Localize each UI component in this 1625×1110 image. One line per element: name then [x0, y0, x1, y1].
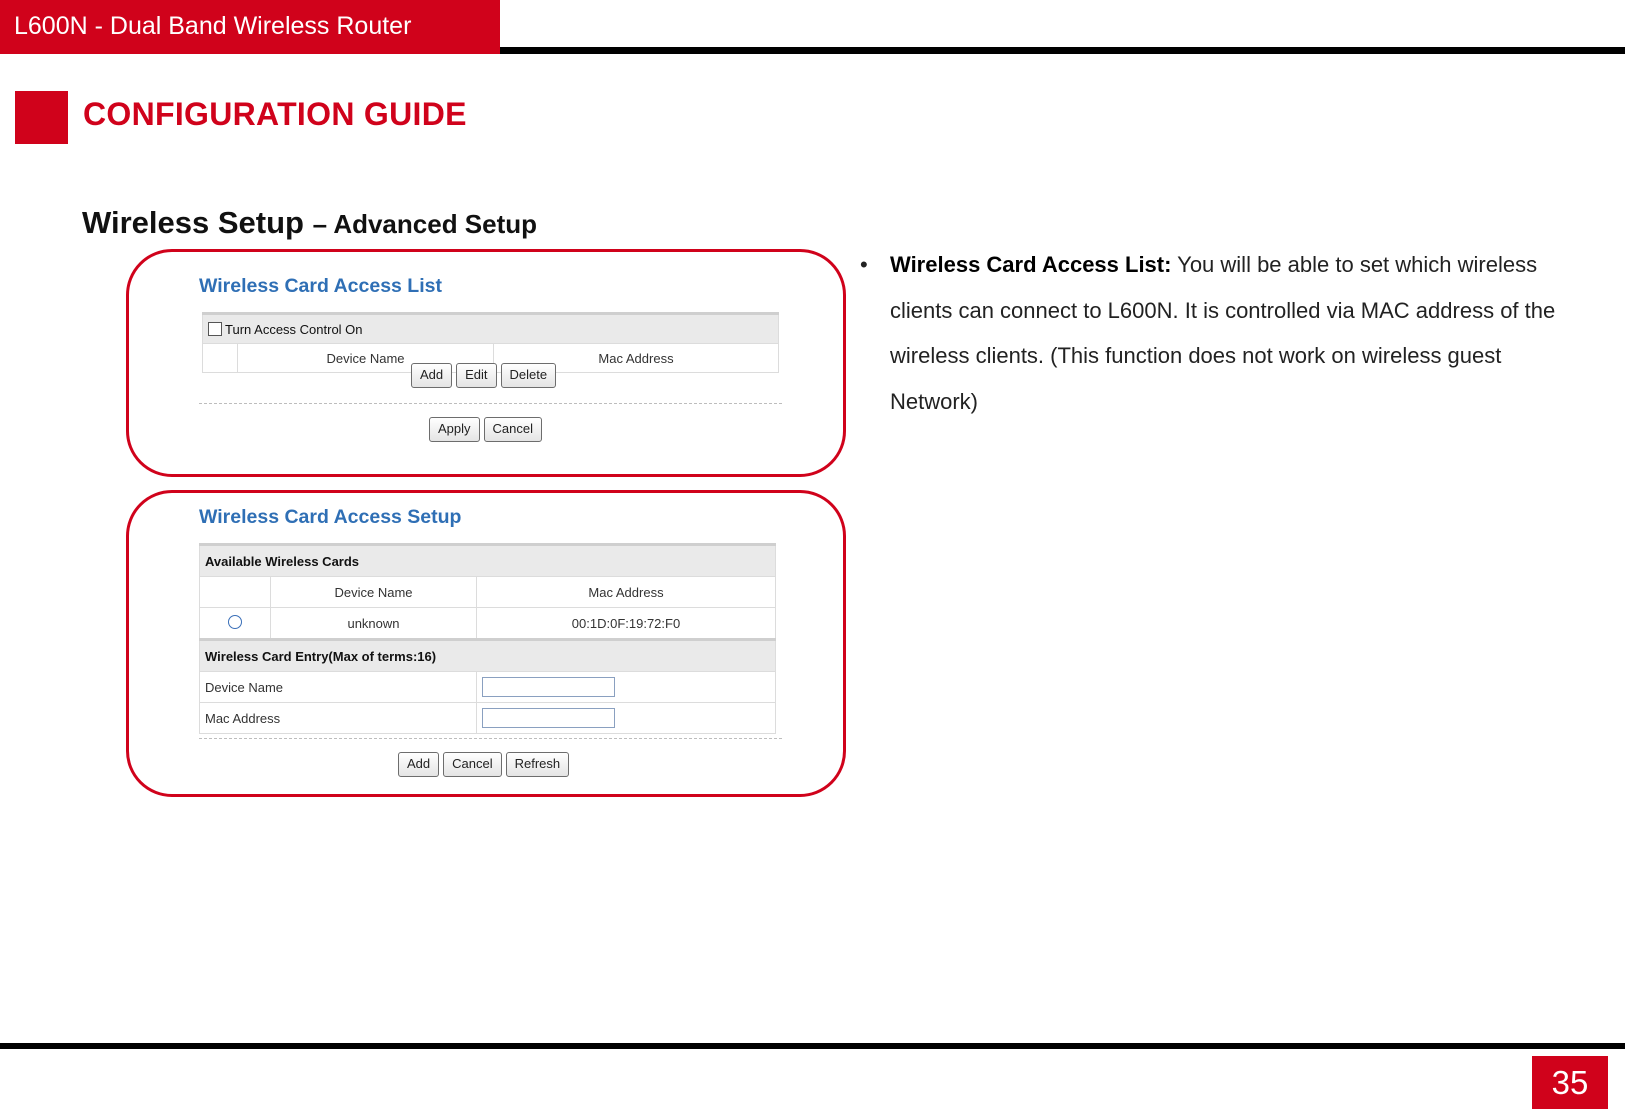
access-control-label: Turn Access Control On [225, 321, 363, 337]
section-title-main: Wireless Setup [82, 205, 304, 240]
cancel-button[interactable]: Cancel [443, 752, 501, 777]
access-setup-table [199, 543, 776, 734]
product-header: L600N - Dual Band Wireless Router [0, 0, 500, 54]
device-name-input[interactable] [482, 677, 615, 697]
add-button[interactable]: Add [398, 752, 439, 777]
edit-button[interactable]: Edit [456, 363, 496, 388]
access-setup-title: Wireless Card Access Setup [199, 506, 462, 528]
apply-button[interactable]: Apply [429, 417, 480, 442]
delete-button[interactable]: Delete [501, 363, 557, 388]
table-row [200, 703, 776, 734]
section-title [82, 205, 537, 241]
guide-title: CONFIGURATION GUIDE [83, 96, 467, 132]
table-header-row [200, 577, 776, 608]
page-number: 35 [1532, 1056, 1608, 1109]
access-control-checkbox[interactable] [208, 322, 222, 336]
footer-rule [0, 1043, 1625, 1049]
access-list-title: Wireless Card Access List [199, 275, 442, 297]
divider [199, 403, 782, 404]
description-text: You will be able to set which wireless clients can connect to L600N. It is controlled via MAC address of the wireless clients. (This function does not work on wireless guest Network) [890, 252, 1556, 414]
column-mac-address: Mac Address [494, 344, 779, 373]
column-mac-address: Mac Address [477, 577, 776, 608]
mac-address-label: Mac Address [200, 703, 477, 734]
refresh-button[interactable]: Refresh [506, 752, 570, 777]
device-name-cell: unknown [271, 608, 477, 640]
table-cell [200, 577, 271, 608]
setup-button-row [129, 752, 1112, 777]
cancel-button[interactable]: Cancel [484, 417, 542, 442]
guide-marker [15, 91, 68, 144]
mac-address-cell: 00:1D:0F:19:72:F0 [477, 608, 776, 640]
table-row [200, 608, 776, 640]
table-row [200, 545, 776, 577]
device-name-label: Device Name [200, 672, 477, 703]
add-button[interactable]: Add [411, 363, 452, 388]
mac-address-input-cell [477, 703, 776, 734]
bullet: • [860, 252, 868, 277]
description-body [890, 242, 1580, 424]
table-row [203, 314, 779, 344]
select-cell [200, 608, 271, 640]
column-device-name: Device Name [271, 577, 477, 608]
select-card-radio[interactable] [228, 615, 242, 629]
access-setup-panel [126, 490, 846, 797]
access-list-panel [126, 249, 846, 477]
description-term: Wireless Card Access List: [890, 252, 1172, 277]
access-control-cell [203, 314, 779, 344]
divider [199, 738, 782, 739]
section-subtitle: – Advanced Setup [312, 209, 538, 239]
description [860, 242, 1580, 424]
column-device-name: Device Name [238, 344, 494, 373]
mac-address-input[interactable] [482, 708, 615, 728]
available-cards-header: Available Wireless Cards [200, 545, 776, 577]
header-rule [500, 47, 1625, 54]
device-name-input-cell [477, 672, 776, 703]
table-row [200, 672, 776, 703]
entry-header: Wireless Card Entry(Max of terms:16) [200, 640, 776, 672]
table-row [200, 640, 776, 672]
